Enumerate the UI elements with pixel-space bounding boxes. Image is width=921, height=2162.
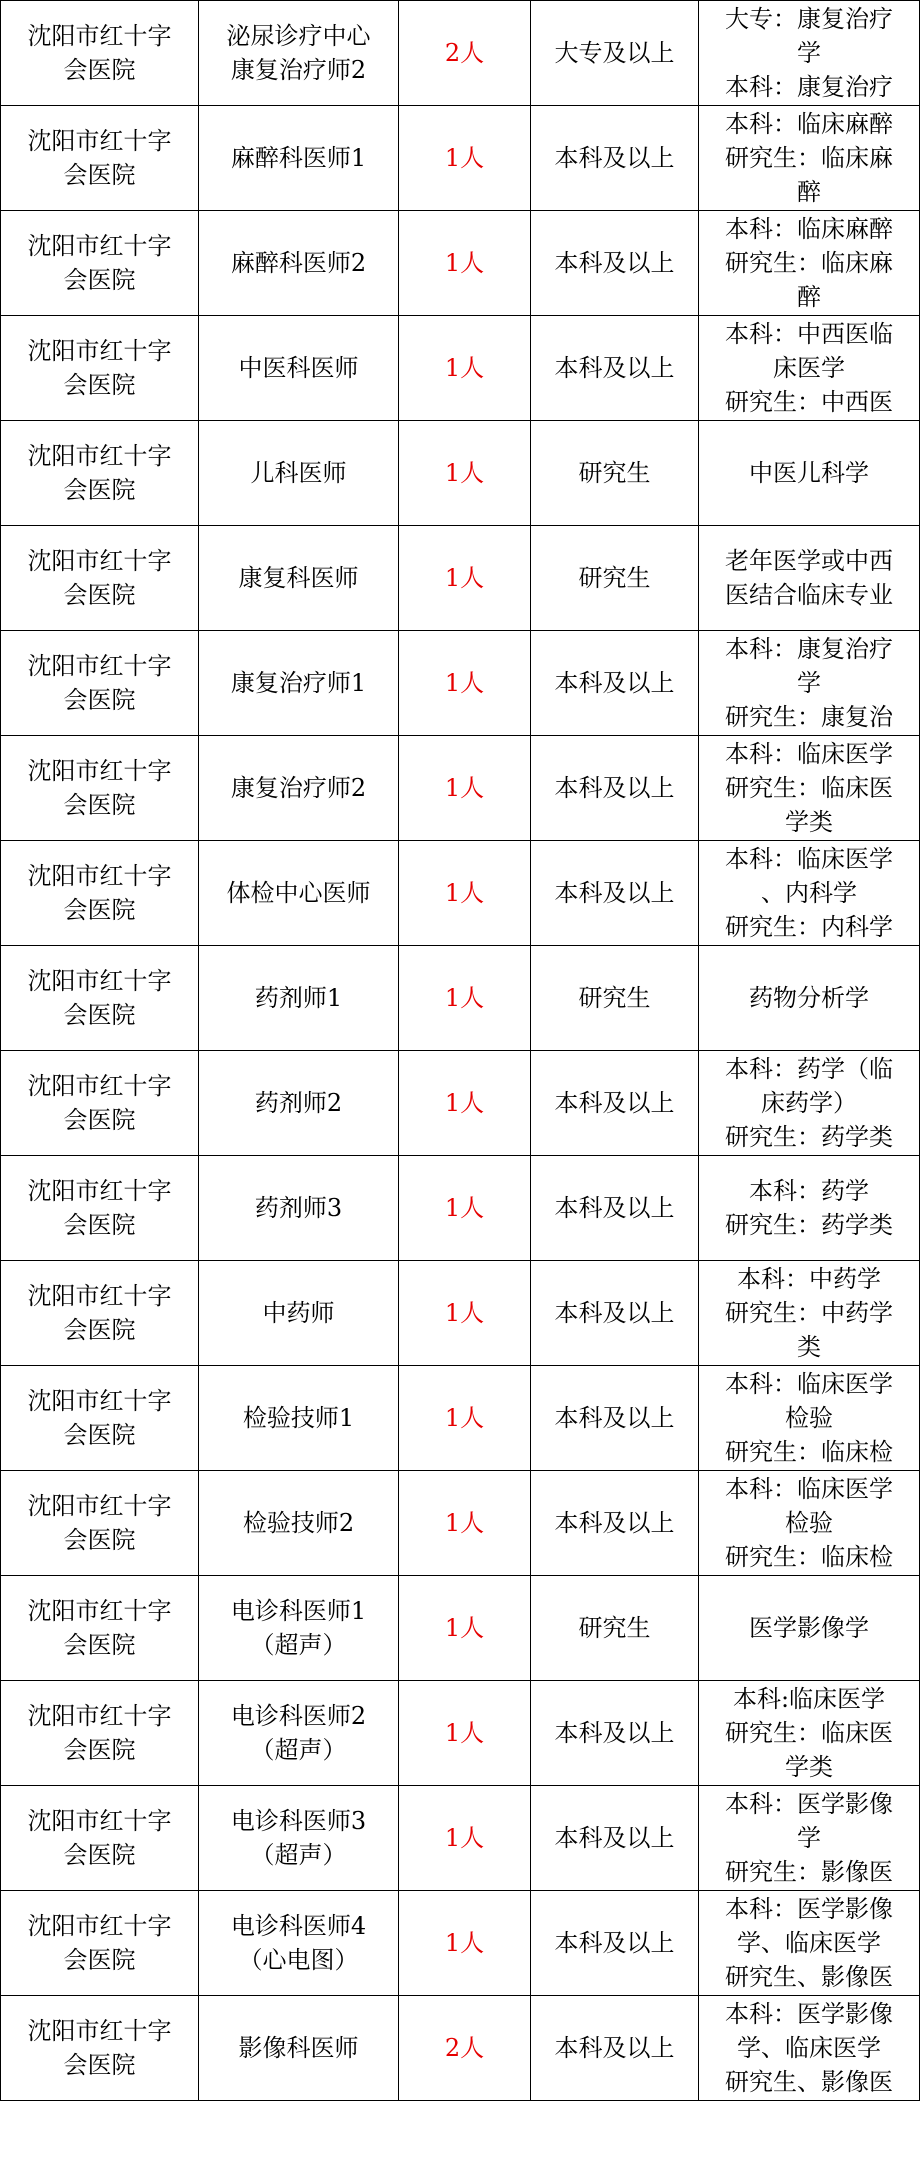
education-cell: 本科及以上 [531,1366,699,1471]
employer-cell-line: 会医院 [63,1211,136,1239]
major-cell-line: 床医学 [773,354,845,382]
table-row [1,211,920,316]
table-row [1,631,920,736]
major-cell-line: 研究生：临床检 [725,1438,893,1466]
position-cell-line: 中药师 [262,1299,335,1327]
table-row [1,1891,920,1996]
position-cell-line: 电诊科医师4 [230,1912,367,1940]
education-cell: 本科及以上 [531,1471,699,1576]
employer-cell [1,1681,199,1786]
table-row [1,106,920,211]
employer-cell-line: 沈阳市红十字 [27,1807,172,1835]
major-cell-line: 大专：康复治疗 [725,5,893,33]
employer-cell-line: 会医院 [63,1841,136,1869]
headcount-cell: 1人 [399,1366,531,1471]
employer-cell-line: 会医院 [63,1631,136,1659]
headcount-cell: 1人 [399,1471,531,1576]
education-cell: 本科及以上 [531,631,699,736]
employer-cell-line: 会医院 [63,1526,136,1554]
employer-cell [1,1156,199,1261]
major-cell-line: 研究生：临床医 [725,774,893,802]
position-cell-line: 药剂师1 [254,984,343,1012]
headcount-cell: 1人 [399,1576,531,1681]
employer-cell-line: 沈阳市红十字 [27,1912,172,1940]
education-cell: 本科及以上 [531,1996,699,2101]
position-cell [199,736,399,841]
major-cell [699,1,920,106]
position-cell [199,211,399,316]
major-cell-line: 本科：药学（临 [725,1055,893,1083]
major-cell-line: 研究生：内科学 [725,913,893,941]
major-cell-line: 检验 [785,1509,833,1537]
major-cell-line: 本科：康复治疗 [725,73,893,101]
major-cell [699,736,920,841]
position-cell-line: 麻醉科医师2 [230,249,367,277]
major-cell [699,1576,920,1681]
table-row [1,1,920,106]
headcount-cell: 1人 [399,211,531,316]
position-cell [199,1681,399,1786]
table-row [1,1681,920,1786]
employer-cell [1,1786,199,1891]
position-cell-line: 泌尿诊疗中心 [226,22,371,50]
headcount-cell: 1人 [399,421,531,526]
position-cell-line: 药剂师3 [254,1194,343,1222]
employer-cell-line: 会医院 [63,1421,136,1449]
employer-cell [1,1261,199,1366]
education-cell: 本科及以上 [531,1156,699,1261]
major-cell-line: 本科：医学影像 [725,1895,893,1923]
employer-cell-line: 沈阳市红十字 [27,1387,172,1415]
major-cell [699,1786,920,1891]
major-cell-line: 本科：临床麻醉 [725,215,893,243]
major-cell [699,1156,920,1261]
major-cell-line: 床药学） [761,1089,857,1117]
major-cell-line: 研究生：临床检 [725,1543,893,1571]
headcount-cell: 1人 [399,1681,531,1786]
employer-cell-line: 沈阳市红十字 [27,442,172,470]
employer-cell [1,1891,199,1996]
position-cell [199,1786,399,1891]
employer-cell [1,1,199,106]
position-cell-line: 体检中心医师 [226,879,371,907]
table-row [1,526,920,631]
headcount-cell: 1人 [399,106,531,211]
employer-cell-line: 沈阳市红十字 [27,1072,172,1100]
table-row [1,1051,920,1156]
headcount-cell: 1人 [399,526,531,631]
major-cell-line: 研究生：药学类 [725,1211,893,1239]
education-cell: 本科及以上 [531,1051,699,1156]
table-row [1,841,920,946]
employer-cell-line: 会医院 [63,371,136,399]
employer-cell-line: 会医院 [63,1001,136,1029]
table-row [1,1471,920,1576]
education-cell: 研究生 [531,1576,699,1681]
headcount-cell: 1人 [399,316,531,421]
table-body [1,1,920,2101]
table-row [1,1576,920,1681]
major-cell-line: 醉 [797,283,821,311]
major-cell-line: 学 [797,669,821,697]
employer-cell-line: 沈阳市红十字 [27,22,172,50]
employer-cell-line: 会医院 [63,1736,136,1764]
major-cell-line: 醉 [797,178,821,206]
employer-cell [1,1366,199,1471]
major-cell-line: 、内科学 [761,879,857,907]
position-cell [199,316,399,421]
education-cell: 本科及以上 [531,1891,699,1996]
employer-cell [1,211,199,316]
major-cell-line: 本科：临床医学 [725,740,893,768]
employer-cell-line: 沈阳市红十字 [27,1492,172,1520]
major-cell [699,1471,920,1576]
table-row [1,421,920,526]
employer-cell-line: 沈阳市红十字 [27,1597,172,1625]
education-cell: 研究生 [531,526,699,631]
major-cell [699,421,920,526]
position-cell-line: 儿科医师 [250,459,347,487]
position-cell [199,1261,399,1366]
major-cell-line: 检验 [785,1404,833,1432]
education-cell: 本科及以上 [531,1681,699,1786]
employer-cell-line: 沈阳市红十字 [27,1282,172,1310]
employer-cell-line: 会医院 [63,266,136,294]
headcount-cell: 2人 [399,1996,531,2101]
employer-cell-line: 会医院 [63,476,136,504]
employer-cell-line: 会医院 [63,581,136,609]
major-cell [699,1366,920,1471]
table-row [1,1786,920,1891]
table-row [1,1996,920,2101]
major-cell-line: 类 [797,1333,821,1361]
employer-cell-line: 沈阳市红十字 [27,967,172,995]
position-cell-line: 检验技师2 [242,1509,355,1537]
employer-cell-line: 会医院 [63,791,136,819]
position-cell-line: 影像科医师 [238,2034,359,2062]
major-cell [699,1681,920,1786]
headcount-cell: 1人 [399,1891,531,1996]
education-cell: 大专及以上 [531,1,699,106]
education-cell: 本科及以上 [531,211,699,316]
major-cell-line: 学 [797,1824,821,1852]
position-cell [199,106,399,211]
major-cell-line: 研究生：临床医 [725,1719,893,1747]
employer-cell [1,421,199,526]
employer-cell [1,736,199,841]
major-cell-line: 研究生：康复治 [725,703,893,731]
major-cell [699,1261,920,1366]
major-cell [699,1051,920,1156]
major-cell-line: 药物分析学 [749,984,869,1012]
major-cell-line: 研究生：临床麻 [725,249,893,277]
education-cell: 本科及以上 [531,1786,699,1891]
education-cell: 本科及以上 [531,736,699,841]
headcount-cell: 1人 [399,631,531,736]
position-cell [199,1051,399,1156]
major-cell-line: 中医儿科学 [749,459,869,487]
major-cell-line: 学、临床医学 [737,2034,881,2062]
employer-cell-line: 会医院 [63,896,136,924]
employer-cell-line: 沈阳市红十字 [27,1702,172,1730]
table-row [1,316,920,421]
major-cell-line: 研究生：临床麻 [725,144,893,172]
major-cell-line: 本科：临床医学 [725,1370,893,1398]
major-cell-line: 本科：中西医临 [725,320,893,348]
major-cell-line: 研究生：药学类 [725,1123,893,1151]
headcount-cell: 2人 [399,1,531,106]
position-cell [199,946,399,1051]
employer-cell-line: 会医院 [63,2051,136,2079]
major-cell-line: 本科：康复治疗 [725,635,893,663]
major-cell-line: 本科：中药学 [737,1265,881,1293]
major-cell-line: 本科:临床医学 [732,1685,886,1713]
position-cell [199,841,399,946]
position-cell-line: 电诊科医师2 [230,1702,367,1730]
employer-cell [1,841,199,946]
position-cell [199,631,399,736]
headcount-cell: 1人 [399,1261,531,1366]
employer-cell [1,316,199,421]
table-row [1,1261,920,1366]
major-cell-line: 研究生：中药学 [725,1299,893,1327]
employer-cell-line: 沈阳市红十字 [27,862,172,890]
major-cell-line: 研究生：影像医 [725,1858,893,1886]
table-row [1,1156,920,1261]
position-cell-line: 电诊科医师1 [230,1597,367,1625]
employer-cell-line: 会医院 [63,161,136,189]
employer-cell-line: 沈阳市红十字 [27,232,172,260]
position-cell [199,526,399,631]
employer-cell-line: 会医院 [63,56,136,84]
education-cell: 研究生 [531,421,699,526]
employer-cell [1,1576,199,1681]
position-cell-line: （心电图） [238,1946,359,1974]
employer-cell-line: 会医院 [63,1316,136,1344]
major-cell [699,211,920,316]
major-cell-line: 医学影像学 [749,1614,869,1642]
position-cell [199,1996,399,2101]
education-cell: 本科及以上 [531,1261,699,1366]
major-cell [699,631,920,736]
major-cell-line: 本科：临床医学 [725,845,893,873]
major-cell-line: 学类 [785,1753,833,1781]
headcount-cell: 1人 [399,841,531,946]
employer-cell-line: 沈阳市红十字 [27,757,172,785]
position-cell [199,1471,399,1576]
position-cell-line: 康复治疗师1 [230,669,367,697]
major-cell [699,1891,920,1996]
education-cell: 本科及以上 [531,316,699,421]
position-cell-line: 康复科医师 [238,564,359,592]
position-cell [199,1,399,106]
position-cell-line: （超声） [250,1841,347,1869]
employer-cell-line: 沈阳市红十字 [27,1177,172,1205]
employer-cell-line: 会医院 [63,686,136,714]
major-cell [699,316,920,421]
employer-cell [1,526,199,631]
major-cell [699,946,920,1051]
major-cell-line: 本科：医学影像 [725,2000,893,2028]
position-cell-line: 中医科医师 [238,354,359,382]
employer-cell-line: 沈阳市红十字 [27,2017,172,2045]
major-cell-line: 学、临床医学 [737,1929,881,1957]
major-cell-line: 本科：医学影像 [725,1790,893,1818]
position-cell [199,1576,399,1681]
major-cell-line: 老年医学或中西 [725,547,893,575]
employer-cell [1,106,199,211]
major-cell [699,526,920,631]
employer-cell [1,946,199,1051]
position-cell-line: 康复治疗师2 [230,774,367,802]
position-cell-line: 麻醉科医师1 [230,144,367,172]
major-cell-line: 本科：临床麻醉 [725,110,893,138]
position-cell-line: （超声） [250,1736,347,1764]
major-cell-line: 研究生、影像医 [725,1963,893,1991]
major-cell [699,1996,920,2101]
employer-cell-line: 沈阳市红十字 [27,547,172,575]
major-cell-line: 本科：临床医学 [725,1475,893,1503]
major-cell [699,841,920,946]
headcount-cell: 1人 [399,946,531,1051]
position-cell-line: 检验技师1 [242,1404,355,1432]
employer-cell [1,631,199,736]
education-cell: 研究生 [531,946,699,1051]
major-cell-line: 医结合临床专业 [725,581,893,609]
employer-cell-line: 沈阳市红十字 [27,127,172,155]
position-cell-line: （超声） [250,1631,347,1659]
employer-cell-line: 会医院 [63,1106,136,1134]
position-cell-line: 电诊科医师3 [230,1807,367,1835]
table-row [1,946,920,1051]
headcount-cell: 1人 [399,1156,531,1261]
position-cell [199,421,399,526]
position-cell [199,1891,399,1996]
major-cell-line: 本科：药学 [749,1177,869,1205]
education-cell: 本科及以上 [531,106,699,211]
headcount-cell: 1人 [399,1786,531,1891]
headcount-cell: 1人 [399,736,531,841]
position-cell-line: 药剂师2 [254,1089,343,1117]
position-cell [199,1156,399,1261]
education-cell: 本科及以上 [531,841,699,946]
employer-cell-line: 沈阳市红十字 [27,337,172,365]
table-row [1,736,920,841]
position-cell-line: 康复治疗师2 [230,56,367,84]
major-cell-line: 研究生：中西医 [725,388,893,416]
headcount-cell: 1人 [399,1051,531,1156]
employer-cell [1,1996,199,2101]
employer-cell [1,1051,199,1156]
position-cell [199,1366,399,1471]
major-cell [699,106,920,211]
major-cell-line: 学 [797,39,821,67]
employer-cell-line: 沈阳市红十字 [27,652,172,680]
employer-cell [1,1471,199,1576]
major-cell-line: 研究生、影像医 [725,2068,893,2096]
table-row [1,1366,920,1471]
major-cell-line: 学类 [785,808,833,836]
employer-cell-line: 会医院 [63,1946,136,1974]
